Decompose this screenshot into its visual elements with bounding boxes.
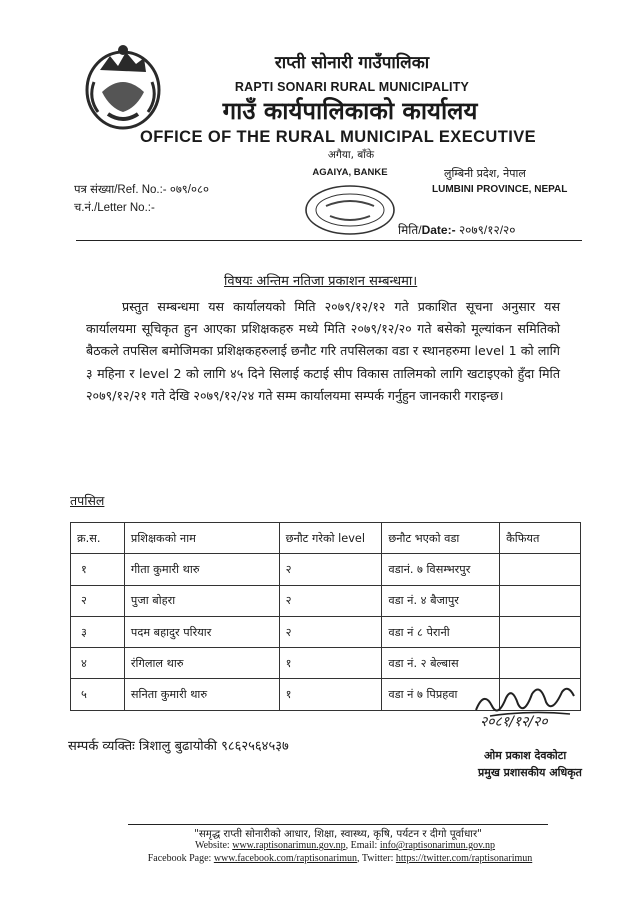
letter-subject: विषयः अन्तिम नतिजा प्रकाशन सम्बन्धमा। (224, 274, 418, 289)
address-en: AGAIYA, BANKE (312, 167, 388, 178)
date-label-np: मिति/ (398, 223, 422, 237)
cell-level: २ (279, 585, 382, 616)
signature-date: २०८१/१२/२० (480, 714, 548, 730)
footer-divider (128, 824, 548, 825)
cell-level: १ (279, 679, 382, 710)
municipality-name-np: राप्ती सोनारी गाउँपालिका (274, 53, 430, 73)
header-serial: क्र.स. (71, 523, 125, 554)
facebook-label: Facebook Page: (147, 853, 214, 864)
ref-number (74, 182, 209, 197)
cell-ward: वडा नं ७ पिप्रहवा (382, 679, 500, 710)
address-np: अगैया, बाँके (327, 149, 375, 161)
footer-social (70, 853, 610, 864)
letter-number-label: च.नं./Letter No.:- (74, 202, 155, 214)
cell-remarks (500, 616, 581, 647)
website-link[interactable]: www.raptisonarimun.gov.np (232, 840, 346, 851)
cell-trainer-name: सनिता कुमारी थारु (124, 679, 279, 710)
cell-ward: वडा नं. ४ बैजापुर (382, 585, 500, 616)
table-row (71, 616, 581, 647)
cell-ward: वडा नं ८ पेरानी (382, 616, 500, 647)
facebook-link[interactable]: www.facebook.com/raptisonarimun (213, 853, 358, 864)
email-link[interactable]: info@raptisonarimun.gov.np (379, 840, 496, 851)
website-label: Website: (194, 840, 233, 851)
province-np: लुम्बिनी प्रदेश, नेपाल (444, 167, 526, 180)
cell-remarks (500, 648, 581, 679)
cell-trainer-name: पुजा बोहरा (124, 585, 279, 616)
cell-remarks (500, 585, 581, 616)
table-row (71, 554, 581, 585)
table-row (71, 648, 581, 679)
cell-level: १ (279, 648, 382, 679)
header-remarks: कैफियत (500, 523, 581, 554)
cell-trainer-name: पदम बहादुर परियार (124, 616, 279, 647)
cell-serial: ४ (71, 648, 125, 679)
header-level: छनौट गरेको level (279, 523, 382, 554)
office-name-np: गाउँ कार्यपालिकाको कार्यालय (222, 97, 478, 125)
date-label-en: Date:- (421, 223, 456, 237)
table-row (71, 585, 581, 616)
cell-remarks (500, 554, 581, 585)
tapsil-heading: तपसिल (70, 493, 105, 508)
twitter-label: , Twitter: (357, 853, 396, 864)
cell-level: २ (279, 554, 382, 585)
ref-label: पत्र संख्या/Ref. No.:- (74, 184, 167, 196)
signatory-name: ओम प्रकाश देवकोटा (484, 749, 567, 762)
contact-person: सम्पर्क व्यक्तिः त्रिशालु बुढायोकी ९८६२५६४५३७ (68, 739, 289, 754)
email-label: , Email: (345, 840, 380, 851)
header-ward: छनौट भएको वडा (382, 523, 500, 554)
header-trainer-name: प्रशिक्षकको नाम (124, 523, 279, 554)
ref-value: ०७९/०८० (169, 184, 209, 196)
cell-serial: ३ (71, 616, 125, 647)
cell-trainer-name: गीता कुमारी थारु (124, 554, 279, 585)
footer-contact-web (170, 840, 520, 851)
header-divider (76, 240, 582, 241)
municipality-name-en: RAPTI SONARI RURAL MUNICIPALITY (234, 80, 470, 94)
signatory-title: प्रमुख प्रशासकीय अधिकृत (478, 766, 582, 779)
letter-date (398, 221, 516, 238)
cell-ward: वडानं. ७ विसम्भरपुर (382, 554, 500, 585)
letter-body-text: प्रस्तुत सम्बन्धमा यस कार्यालयको मिति २०७९/१२/१२ गते प्रकाशित सूचना अनुसार यस कार्यालयमा सूचिकृत हुन आएका प्रशिक्षकहरु मध्ये मिति २०७९/१२/२० गते बसेको मूल्यांकन समितिको बैठकले तपसिल बमोजिमका प्रशिक्षकहरुलाई छनौट गरि तपसिलका वडा र स्थानहरुमा level 1 को लागि ३ महिना र level 2 को लागि ४५ दिने सिलाई कटाई सीप विकास तालिमको लागि खटाइएको हुँदा मिति २०७९/१२/२१ गते देखि २०७९/१२/२४ गते सम्म कार्यालयमा सम्पर्क गर्नुहुन जानकारी गराइन्छ। (86, 299, 560, 403)
cell-trainer-name: रंगिलाल थारु (124, 648, 279, 679)
province-en: LUMBINI PROVINCE, NEPAL (432, 184, 568, 195)
table-header-row (71, 523, 581, 554)
office-stamp (296, 176, 404, 236)
cell-level: २ (279, 616, 382, 647)
nepal-emblem-logo (80, 42, 166, 132)
office-name-en: OFFICE OF THE RURAL MUNICIPAL EXECUTIVE (139, 128, 537, 146)
cell-ward: वडा नं. २ बेल्बास (382, 648, 500, 679)
cell-serial: ५ (71, 679, 125, 710)
cell-serial: १ (71, 554, 125, 585)
footer-slogan: "समृद्ध राप्ती सोनारीको आधार, शिक्षा, स्वास्थ्य, कृषि, पर्यटन र दीगो पूर्वाधार" (194, 828, 482, 840)
cell-serial: २ (71, 585, 125, 616)
twitter-link[interactable]: https://twitter.com/raptisonarimun (395, 853, 533, 864)
date-value: २०७९/१२/२० (458, 223, 516, 237)
letter-body (86, 296, 560, 407)
